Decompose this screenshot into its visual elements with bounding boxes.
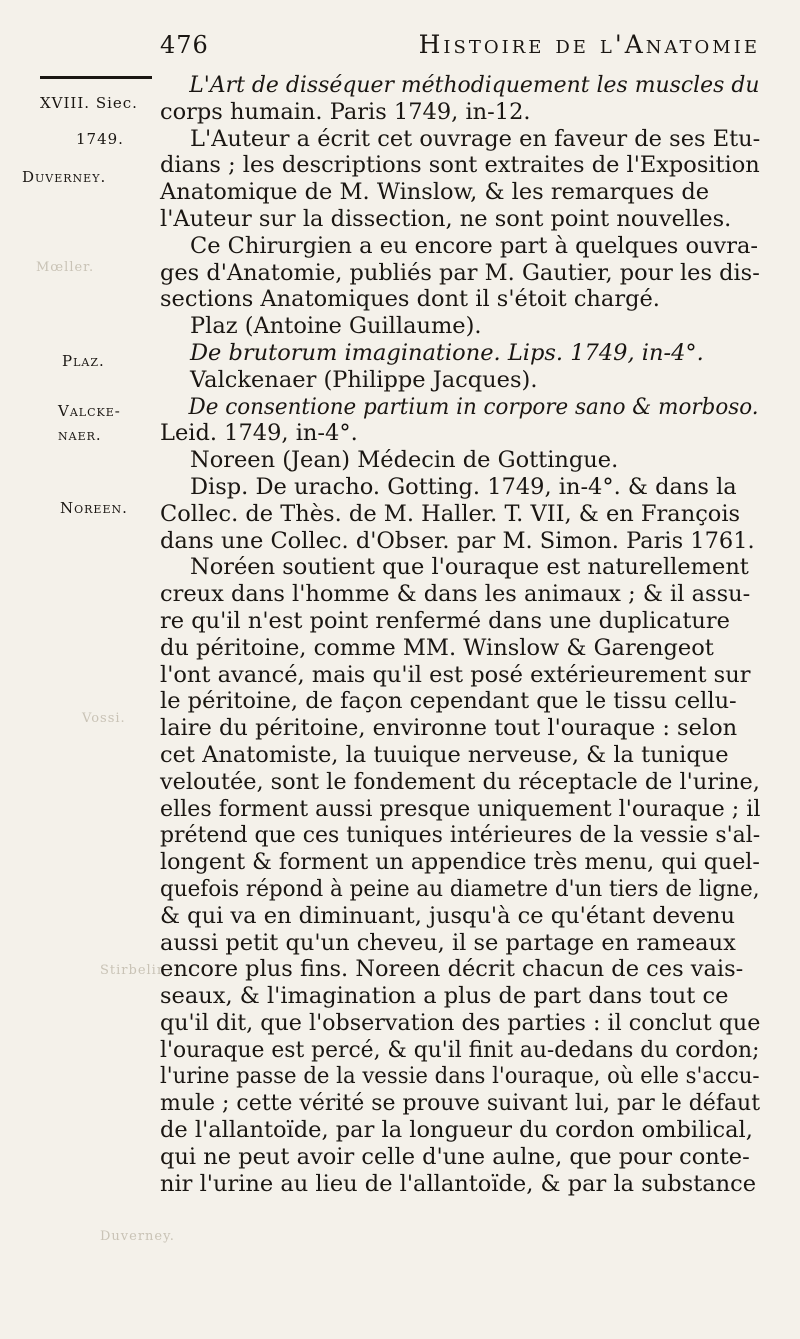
text-line: encore plus fins. Noreen décrit chacun de ces vais- [160,956,744,983]
text-line: longent & forment un appendice très menu, qui quel- [160,849,760,876]
text-line: elles forment aussi presque uniquement l'ouraque ; il [160,795,761,822]
text-line: Ce Chirurgien a eu encore part à quelques ouvra- [190,232,759,259]
text-line: creux dans l'homme & dans les animaux ; & il assu- [160,581,751,608]
text-line: L'Auteur a écrit cet ouvrage en faveur de ses Etu- [190,125,761,152]
text-line: De brutorum imaginatione. Lips. 1749, in-4°. [190,339,704,366]
margin-name-valckenaer: Valcke- [58,402,121,420]
text-line: le péritoine, de façon cependant que le tissu cellu- [160,688,737,715]
text-line: sections Anatomiques dont il s'étoit chargé. [160,286,660,313]
text-line: Leid. 1749, in-4°. [160,420,358,447]
margin-year: 1749. [76,130,124,148]
text-line: veloutée, sont le fondement du réceptacle de l'urine, [160,768,760,795]
margin-ghost-text: Vossi. [82,711,126,726]
text-line: De consentione partium in corpore sano & morboso. [188,393,759,420]
text-line: dians ; les descriptions sont extraites de l'Exposition [160,152,760,179]
text-line: l'ouraque est percé, & qu'il finit au-dedans du cordon; [160,1036,760,1063]
text-line: mule ; cette vérité se prouve suivant lui, par le défaut [160,1090,761,1117]
page-header [160,30,760,59]
text-line: l'Auteur sur la dissection, ne sont point nouvelles. [160,205,732,232]
text-line: aussi petit qu'un cheveu, il se partage en rameaux [160,929,736,956]
text-line: qui ne peut avoir celle d'une aulne, que pour conte- [160,1143,750,1170]
text-line: de l'allantoïde, par la longueur du cordon ombilical, [160,1117,753,1144]
text-line: Anatomique de M. Winslow, & les remarques de [160,179,710,206]
margin-name-noreen: Noreen. [60,499,128,517]
text-line: laire du péritoine, environne tout l'ouraque : selon [160,715,738,742]
text-line: qu'il dit, que l'observation des parties : il conclut que [160,1009,761,1036]
text-line: l'ont avancé, mais qu'il est posé extérieurement sur [160,661,751,688]
text-line: re qu'il n'est point renfermé dans une duplicature [160,607,730,634]
margin-century: XVIII. Siec. [40,94,138,112]
text-line: prétend que ces tuniques intérieures de la vessie s'al- [160,822,761,849]
margin-name-duverney: Duverney. [22,168,107,186]
text-line: Noreen (Jean) Médecin de Gottingue. [190,447,619,474]
margin-rule [40,76,152,79]
text-line: Noréen soutient que l'ouraque est naturellement [190,554,749,581]
text-line: Disp. De uracho. Gotting. 1749, in-4°. & dans la [190,473,737,500]
page-number: 476 [160,31,209,59]
text-line: nir l'urine au lieu de l'allantoïde, & par la substance [160,1170,757,1197]
text-line: corps humain. Paris 1749, in-12. [160,98,531,125]
text-line: l'urine passe de la vessie dans l'ouraque, où elle s'accu- [160,1063,760,1090]
text-line: & qui va en diminuant, jusqu'à ce qu'étant devenu [160,902,736,929]
text-line: seaux, & l'imagination a plus de part dans tout ce [160,983,729,1010]
text-line: dans une Collec. d'Obser. par M. Simon. Paris 1761. [160,527,755,554]
text-line: du péritoine, comme MM. Winslow & Garengeot [160,634,714,661]
running-title: Histoire de l'Anatomie [418,30,760,59]
text-line: quefois répond à peine au diametre d'un tiers de ligne, [160,875,760,902]
margin-name-valckenaer-cont: naer. [58,426,102,444]
text-line: cet Anatomiste, la tuuique nerveuse, & la tunique [160,741,729,768]
text-line: ges d'Anatomie, publiés par M. Gautier, pour les dis- [160,259,760,286]
margin-name-plaz: Plaz. [62,352,105,370]
text-line: Valckenaer (Philippe Jacques). [190,366,538,393]
text-line: Plaz (Antoine Guillaume). [190,313,482,340]
text-line: L'Art de disséquer méthodiquement les muscles du [189,72,760,98]
text-line: Collec. de Thès. de M. Haller. T. VII, & en François [160,500,741,527]
margin-ghost-text: Mœller. [36,260,95,275]
margin-ghost-text: Stirbelin. [100,963,172,978]
margin-ghost-text: Duverney. [100,1229,175,1244]
body-text [160,72,760,1197]
